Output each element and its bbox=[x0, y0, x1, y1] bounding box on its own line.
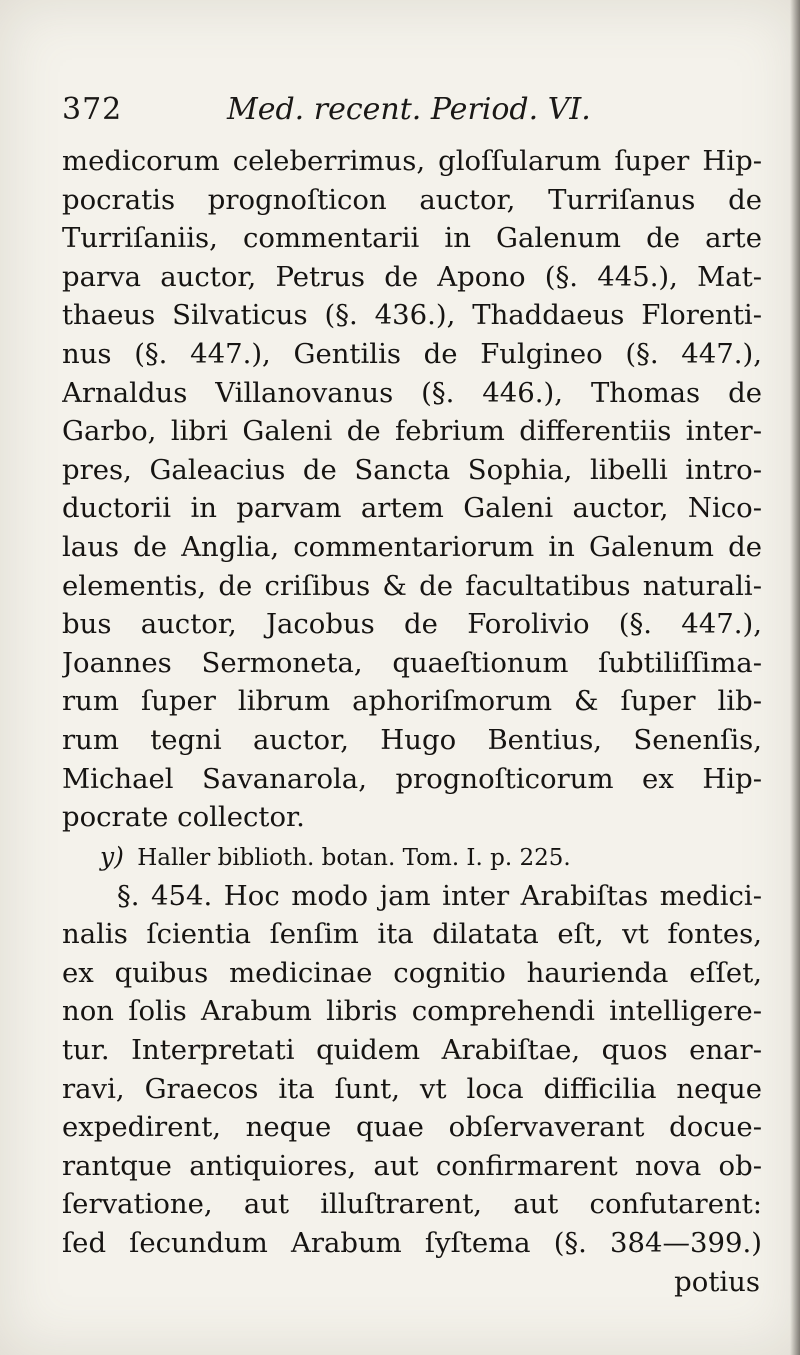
catchword: potius bbox=[674, 1265, 760, 1298]
paragraph-first-line: §. 454. Hoc modo jam inter Arabiſtas medici- bbox=[117, 879, 762, 912]
text-line: rum ſuper librum aphoriſmorum & ſuper lib- bbox=[62, 685, 762, 718]
text-line: bus auctor, Jacobus de Forolivio (§. 447.), bbox=[62, 608, 762, 641]
text-line: medicorum celeberrimus, gloſſularum ſuper Hip- bbox=[62, 145, 762, 177]
footnote-text: Haller biblioth. botan. Tom. I. p. 225. bbox=[137, 844, 571, 871]
text-line: Arnaldus Villanovanus (§. 446.), Thomas de bbox=[62, 376, 762, 409]
text-line: ductorii in parvam artem Galeni auctor, Nico- bbox=[62, 492, 762, 525]
text-line: ſed ſecundum Arabum ſyſtema (§. 384—399.) bbox=[62, 1227, 762, 1260]
page-edge-shadow bbox=[790, 0, 800, 1355]
text-line: tur. Interpretati quidem Arabiſtae, quos enar- bbox=[62, 1034, 762, 1067]
page-number: 372 bbox=[62, 92, 123, 127]
text-line: Joannes Sermoneta, quaeſtionum ſubtiliſſima- bbox=[62, 646, 762, 679]
text-line: parva auctor, Petrus de Apono (§. 445.), Mat- bbox=[62, 260, 762, 293]
text-line: laus de Anglia, commentariorum in Galenum de bbox=[62, 530, 762, 563]
text-line: rantque antiquiores, aut confirmarent nova ob- bbox=[62, 1149, 762, 1182]
text-line: expedirent, neque quae obſervaverant docue- bbox=[62, 1111, 762, 1144]
main-text bbox=[62, 142, 762, 1301]
text-line: Michael Savanarola, prognoſticorum ex Hip- bbox=[62, 762, 762, 795]
text-line: Garbo, libri Galeni de febrium differentiis inter- bbox=[62, 415, 762, 448]
text-line: pres, Galeacius de Sancta Sophia, libelli intro- bbox=[62, 453, 762, 486]
text-line: rum tegni auctor, Hugo Bentius, Senenſis, bbox=[62, 723, 762, 756]
text-line: ſervatione, aut illuſtrarent, aut confutarent: bbox=[62, 1188, 762, 1221]
text-line: ravi, Graecos ita ſunt, vt loca difficilia neque bbox=[62, 1072, 762, 1105]
page-header bbox=[62, 92, 762, 132]
text-line: elementis, de criſibus & de facultatibus naturali- bbox=[62, 569, 762, 602]
text-line: thaeus Silvaticus (§. 436.), Thaddaeus Florenti- bbox=[62, 299, 762, 332]
text-line: Turriſaniis, commentarii in Galenum de arte bbox=[62, 222, 762, 255]
text-line: pocratis prognoſticon auctor, Turriſanus de bbox=[62, 183, 762, 216]
text-line: non ſolis Arabum libris comprehendi intelligere- bbox=[62, 995, 762, 1028]
text-line: pocrate collector. bbox=[62, 801, 305, 834]
footnote-mark: y) bbox=[100, 841, 124, 871]
text-line: ex quibus medicinae cognitio haurienda eſſet, bbox=[62, 956, 762, 989]
text-line: nus (§. 447.), Gentilis de Fulgineo (§. 447.), bbox=[62, 337, 762, 370]
text-line: nalis ſcientia ſenſim ita dilatata eſt, vt fontes, bbox=[62, 918, 762, 951]
footnote bbox=[62, 837, 762, 877]
running-head: Med. recent. Period. VI. bbox=[227, 92, 591, 127]
